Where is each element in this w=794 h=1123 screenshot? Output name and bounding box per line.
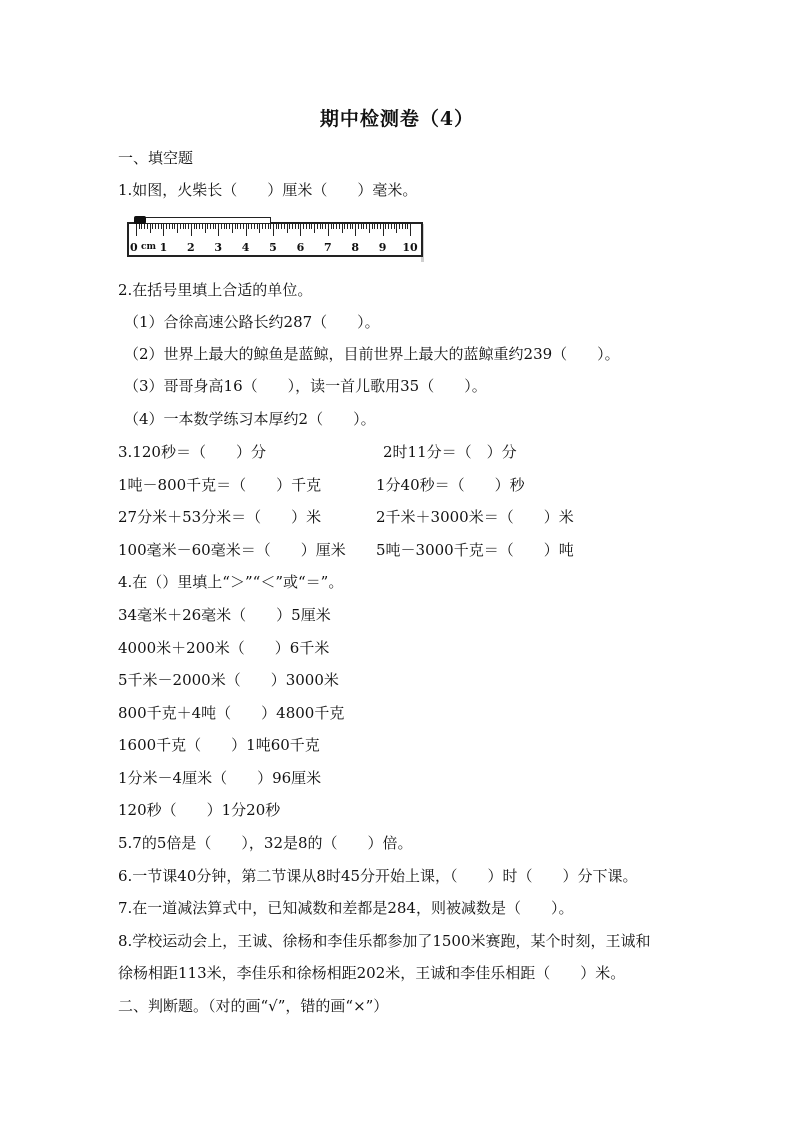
question-4-item-6: 1分米－4厘米（ ）96厘米 <box>118 769 322 787</box>
ruler-tick <box>229 224 230 229</box>
ruler-tick <box>221 224 222 229</box>
question-2-stem: 2.在括号里填上合适的单位。 <box>118 281 313 299</box>
ruler-tick <box>369 224 370 233</box>
ruler-tick <box>188 224 189 229</box>
ruler-tick <box>265 224 266 229</box>
ruler-tick <box>292 224 293 229</box>
ruler-tick <box>144 224 145 229</box>
ruler-tick <box>262 224 263 229</box>
ruler-tick <box>155 224 156 229</box>
ruler-tick <box>254 224 255 229</box>
ruler-tick <box>303 224 304 229</box>
question-3-row-4-left: 100毫米－60毫米＝（ ）厘米 <box>118 541 346 559</box>
ruler-tick <box>246 224 247 236</box>
ruler-tick <box>185 224 186 229</box>
question-8-line-1: 8.学校运动会上，王诚、徐杨和李佳乐都参加了1500米赛跑，某个时刻，王诚和 <box>118 932 651 950</box>
ruler-label-1: 1 <box>159 241 168 254</box>
ruler-tick <box>196 224 197 229</box>
ruler-tick <box>237 224 238 229</box>
ruler-tick <box>205 224 206 233</box>
question-2-item-1: （1）合徐高速公路长约287（ ）。 <box>124 313 380 331</box>
ruler-tick <box>317 224 318 229</box>
ruler-tick <box>358 224 359 229</box>
ruler-tick <box>270 224 271 229</box>
ruler-tick <box>177 224 178 233</box>
ruler-tick <box>218 224 219 236</box>
ruler-tick <box>328 224 329 236</box>
question-4-item-1: 34毫米＋26毫米（ ）5厘米 <box>118 606 331 624</box>
ruler-tick <box>295 224 296 229</box>
ruler-tick <box>169 224 170 229</box>
ruler-tick <box>287 224 288 233</box>
ruler-label-4: 4 <box>241 241 250 254</box>
question-4-item-7: 120秒（ ）1分20秒 <box>118 801 281 819</box>
ruler-tick <box>284 224 285 229</box>
ruler-tick <box>388 224 389 229</box>
ruler-tick <box>180 224 181 229</box>
question-8-line-2: 徐杨相距113米，李佳乐和徐杨相距202米，王诚和李佳乐相距（ ）米。 <box>118 964 626 982</box>
ruler-tick <box>347 224 348 229</box>
ruler-tick <box>281 224 282 229</box>
question-5: 5.7的5倍是（ ），32是8的（ ）倍。 <box>118 834 413 852</box>
ruler-tick <box>161 224 162 229</box>
ruler-tick <box>147 224 148 229</box>
ruler-tick <box>410 224 411 236</box>
ruler-tick <box>405 224 406 229</box>
matchstick-head <box>134 216 146 224</box>
ruler-tick <box>207 224 208 229</box>
ruler-tick <box>199 224 200 229</box>
question-4-item-4: 800千克＋4吨（ ）4800千克 <box>118 704 345 722</box>
ruler-tick <box>163 224 164 236</box>
question-7: 7.在一道减法算式中，已知减数和差都是284，则被减数是（ ）。 <box>118 899 574 917</box>
ruler-tick <box>215 224 216 229</box>
question-4-item-2: 4000米＋200米（ ）6千米 <box>118 639 330 657</box>
ruler-label-3: 3 <box>214 241 223 254</box>
question-3-row-3-right: 2千米＋3000米＝（ ）米 <box>376 508 574 526</box>
ruler-label-6: 6 <box>296 241 305 254</box>
ruler-tick <box>361 224 362 229</box>
ruler-tick <box>352 224 353 229</box>
ruler-tick <box>141 224 142 229</box>
ruler-tick <box>248 224 249 229</box>
ruler-label-0: 0 <box>130 241 138 254</box>
ruler-label-7: 7 <box>323 241 332 254</box>
question-2-item-4: （4）一本数学练习本厚约2（ ）。 <box>124 410 376 428</box>
ruler-tick <box>183 224 184 229</box>
question-3-row-2-left: 1吨－800千克＝（ ）千克 <box>118 476 322 494</box>
ruler-tick <box>276 224 277 229</box>
ruler-tick <box>355 224 356 236</box>
ruler-tick <box>240 224 241 229</box>
ruler-tick <box>158 224 159 229</box>
ruler-label-5: 5 <box>269 241 277 254</box>
ruler-tick <box>224 224 225 229</box>
ruler-tick <box>407 224 408 229</box>
ruler-tick <box>226 224 227 229</box>
ruler-tick <box>322 224 323 229</box>
ruler-tick <box>257 224 258 229</box>
ruler-tick <box>399 224 400 229</box>
ruler-tick <box>344 224 345 229</box>
ruler-tick <box>402 224 403 229</box>
ruler-tick <box>380 224 381 229</box>
page-title: 期中检测卷（4） <box>319 108 475 130</box>
ruler-tick <box>166 224 167 229</box>
ruler-tick <box>243 224 244 229</box>
ruler-tick <box>136 224 137 236</box>
ruler-tick <box>202 224 203 229</box>
ruler-tick <box>268 224 269 229</box>
ruler-tick <box>232 224 233 233</box>
question-3-row-2-right: 1分40秒＝（ ）秒 <box>376 476 525 494</box>
ruler-tick <box>278 224 279 229</box>
ruler-tick <box>320 224 321 229</box>
ruler-tick <box>325 224 326 229</box>
ruler-tick <box>300 224 301 236</box>
section-fill-in-title: 一、填空题 <box>118 149 194 167</box>
ruler-tick <box>391 224 392 229</box>
ruler-tick <box>172 224 173 229</box>
ruler-tick <box>298 224 299 229</box>
ruler-tick <box>350 224 351 229</box>
ruler-tick <box>366 224 367 229</box>
ruler-label-9: 9 <box>378 241 387 254</box>
ruler-tick <box>372 224 373 229</box>
ruler-tick <box>396 224 397 233</box>
ruler-tick <box>194 224 195 229</box>
matchstick <box>135 217 271 223</box>
ruler-tick <box>309 224 310 229</box>
ruler-tick <box>251 224 252 229</box>
ruler-tick <box>342 224 343 233</box>
ruler-tick <box>331 224 332 229</box>
ruler-tick <box>383 224 384 236</box>
ruler-tick <box>174 224 175 229</box>
question-6: 6.一节课40分钟，第二节课从8时45分开始上课，（ ）时（ ）分下课。 <box>118 867 638 885</box>
ruler-tick <box>394 224 395 229</box>
ruler-tick <box>235 224 236 229</box>
question-3-row-1-left: 3.120秒＝（ ）分 <box>118 443 266 461</box>
ruler-tick <box>139 224 140 229</box>
ruler-tick <box>210 224 211 229</box>
ruler-figure <box>127 222 423 257</box>
question-3-row-4-right: 5吨－3000千克＝（ ）吨 <box>376 541 574 559</box>
ruler-tick <box>150 224 151 233</box>
question-4-item-5: 1600千克（ ）1吨60千克 <box>118 736 320 754</box>
ruler-unit: cm <box>141 242 157 252</box>
ruler-tick <box>385 224 386 229</box>
ruler-tick <box>363 224 364 229</box>
ruler-tick <box>306 224 307 229</box>
section-true-false-title: 二、判断题。（对的画“√”，错的画“×”） <box>118 997 389 1015</box>
ruler-label-8: 8 <box>351 241 360 254</box>
question-2-item-3: （3）哥哥身高16（ ），读一首儿歌用35（ ）。 <box>124 377 487 395</box>
question-2-item-2: （2）世界上最大的鲸鱼是蓝鲸，目前世界上最大的蓝鲸重约239（ ）。 <box>124 345 620 363</box>
ruler-tick <box>289 224 290 229</box>
ruler-tick <box>336 224 337 229</box>
ruler-tick <box>152 224 153 229</box>
ruler-label-2: 2 <box>186 241 195 254</box>
question-3-row-3-left: 27分米＋53分米＝（ ）米 <box>118 508 322 526</box>
ruler-tick <box>339 224 340 229</box>
ruler-tick <box>333 224 334 229</box>
ruler-tick <box>314 224 315 233</box>
ruler-tick <box>311 224 312 229</box>
ruler-tick <box>374 224 375 229</box>
question-3-row-1-right: 2时11分＝（ ）分 <box>383 443 517 461</box>
question-4-stem: 4.在（）里填上“＞”“＜”或“＝”。 <box>118 573 344 591</box>
ruler-tick <box>213 224 214 229</box>
ruler-tick <box>273 224 274 236</box>
ruler-tick <box>191 224 192 236</box>
question-4-item-3: 5千米－2000米（ ）3000米 <box>118 671 339 689</box>
ruler-tick <box>259 224 260 233</box>
ruler-label-10: 10 <box>402 241 418 254</box>
ruler-tick <box>377 224 378 229</box>
question-1: 1.如图，火柴长（ ）厘米（ ）毫米。 <box>118 181 418 199</box>
